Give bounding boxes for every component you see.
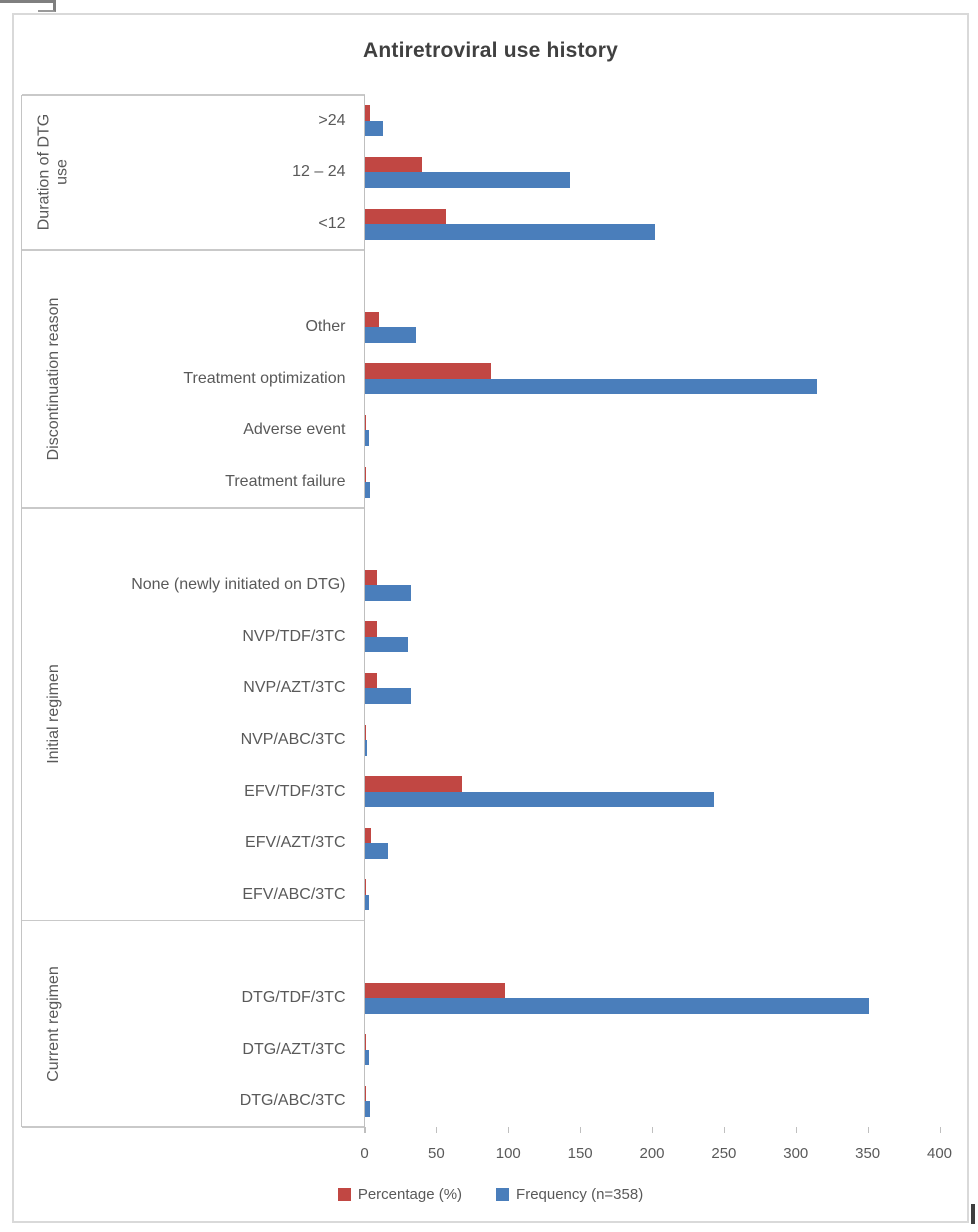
bar-percentage [365,312,380,328]
chart-legend [14,1184,967,1204]
bar-percentage [365,776,463,792]
axis-tick-label: 0 [360,1145,369,1162]
bar-frequency [365,379,818,395]
category-label: NVP/ABC/3TC [240,730,346,748]
category-label: <12 [318,214,346,232]
axis-tick-label: 250 [711,1145,737,1162]
category-label: DTG/TDF/3TC [241,988,346,1006]
category-label: EFV/TDF/3TC [244,782,346,800]
chart-title: Antiretroviral use history [363,39,618,62]
category-label: Treatment failure [225,472,346,490]
bar-percentage [365,673,378,689]
category-label: Treatment optimization [183,369,346,387]
category-label: EFV/ABC/3TC [242,885,346,903]
bar-frequency [365,998,870,1014]
legend-swatch-percentage-icon [338,1188,351,1201]
category-label: NVP/TDF/3TC [242,627,346,645]
bar-frequency [365,224,655,240]
axis-tick [508,1127,509,1133]
category-label: DTG/AZT/3TC [242,1040,346,1058]
category-separator-line [22,249,365,251]
category-label: Adverse event [243,421,346,439]
axis-tick [436,1127,437,1133]
axis-tick-label: 50 [428,1145,445,1162]
category-label: None (newly initiated on DTG) [131,576,346,594]
bar-percentage [365,157,422,173]
group-label: Initial regimen [44,664,62,764]
axis-tick-label: 300 [783,1145,809,1162]
category-label: >24 [318,111,346,129]
category-label: 12 – 24 [292,163,346,181]
category-axis-line [21,95,23,1127]
bar-frequency [365,688,411,704]
legend-item-percentage [338,1186,462,1203]
legend-swatch-frequency-icon [496,1188,509,1201]
axis-tick-label: 200 [639,1145,665,1162]
bar-frequency [365,585,411,601]
value-axis-line [364,95,366,1133]
axis-tick [940,1127,941,1133]
bar-percentage [365,983,506,999]
axis-tick [365,1127,366,1133]
category-separator-line [22,1126,365,1128]
axis-tick [796,1127,797,1133]
bar-percentage [365,209,446,225]
axis-tick [724,1127,725,1133]
legend-label-frequency: Frequency (n=358) [516,1185,644,1203]
axis-tick-label: 150 [567,1145,593,1162]
category-separator-line [22,920,365,922]
bar-frequency [365,843,388,859]
axis-tick-label: 100 [495,1145,521,1162]
category-label: EFV/AZT/3TC [245,834,346,852]
group-label: Duration of DTG use [35,114,71,231]
bar-percentage [365,570,378,586]
bar-frequency [365,1101,371,1117]
bar-frequency [365,121,384,137]
bar-frequency [365,172,571,188]
text-cursor [971,1204,975,1224]
bar-percentage [365,105,370,121]
axis-tick [652,1127,653,1133]
axis-tick [580,1127,581,1133]
antiretroviral-use-history-chart[interactable] [12,13,969,1223]
legend-item-frequency [496,1186,643,1203]
bar-percentage [365,828,371,844]
axis-tick [868,1127,869,1133]
legend-label-percentage: Percentage (%) [357,1185,463,1203]
group-label: Current regimen [44,965,62,1082]
category-label: Other [305,318,346,336]
group-label: Discontinuation reason [44,297,62,461]
bar-frequency [365,327,417,343]
plot-area [14,15,967,1221]
axis-tick-label: 400 [926,1145,953,1162]
category-separator-line [22,507,365,509]
category-label: DTG/ABC/3TC [239,1092,346,1110]
bar-frequency [365,792,714,808]
category-label: NVP/AZT/3TC [243,679,346,697]
bar-percentage [365,621,377,637]
bar-percentage [365,363,492,379]
bar-frequency [365,482,371,498]
axis-tick-label: 350 [855,1145,881,1162]
object-anchor-corner [38,2,56,12]
bar-frequency [365,637,408,653]
